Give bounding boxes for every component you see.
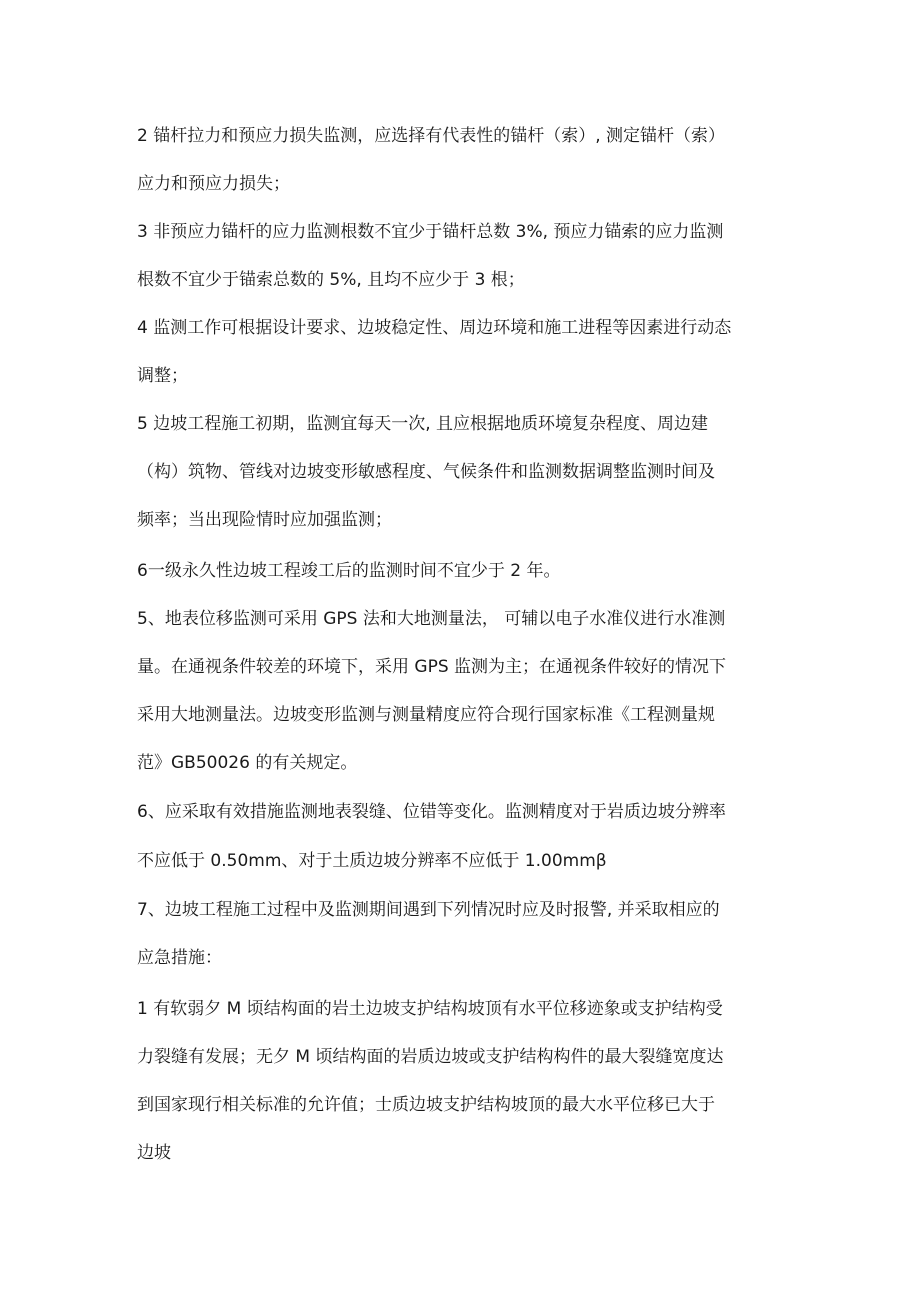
- text-line-10: 6一级永久性边坡工程竣工后的监测时间不宜少于 2 年。: [137, 561, 561, 581]
- text-line-13: 采用大地测量法。边坡变形监测与测量精度应符合现行国家标准《工程测量规: [137, 705, 715, 725]
- text-line-15: 6、应采取有效措施监测地表裂缝、位错等变化。监测精度对于岩质边坡分辨率: [137, 802, 726, 822]
- text-line-16: 不应低于 0.50mm、对于土质边坡分辨率不应低于 1.00mmβ: [137, 851, 607, 871]
- text-line-17: 7、边坡工程施工过程中及监测期间遇到下列情况时应及时报警, 并采取相应的: [137, 900, 720, 920]
- text-line-11: 5、地表位移监测可采用 GPS 法和大地测量法， 可辅以电子水准仪进行水准测: [137, 609, 726, 629]
- text-line-4: 根数不宜少于锚索总数的 5%, 且均不应少于 3 根；: [137, 270, 525, 290]
- text-line-14: 范》GB50026 的有关规定。: [137, 753, 358, 773]
- text-line-18: 应急措施：: [137, 948, 222, 968]
- text-line-1: 2 锚杆拉力和预应力损失监测，应选择有代表性的锚杆（索）, 测定锚杆（索）: [137, 126, 726, 146]
- text-line-19: 1 有软弱夕 M 顷结构面的岩土边坡支护结构坡顶有水平位移迹象或支护结构受: [137, 999, 723, 1019]
- text-line-5: 4 监测工作可根据设计要求、边坡稳定性、周边环境和施工进程等因素进行动态: [137, 318, 732, 338]
- text-line-2: 应力和预应力损失；: [137, 174, 290, 194]
- text-line-3: 3 非预应力锚杆的应力监测根数不宜少于锚杆总数 3%, 预应力锚索的应力监测: [137, 222, 724, 242]
- text-line-22: 边坡: [137, 1143, 171, 1163]
- text-line-20: 力裂缝有发展；无夕 M 顷结构面的岩质边坡或支护结构构件的最大裂缝宽度达: [137, 1047, 724, 1067]
- text-line-12: 量。在通视条件较差的环境下，采用 GPS 监测为主；在通视条件较好的情况下: [137, 657, 727, 677]
- text-line-7: 5 边坡工程施工初期，监测宜每天一次, 且应根据地质环境复杂程度、周边建: [137, 414, 709, 434]
- text-line-6: 调整；: [137, 366, 188, 386]
- text-line-21: 到国家现行相关标准的允许值；士质边坡支护结构坡顶的最大水平位移已大于: [137, 1095, 715, 1115]
- text-line-9: 频率；当出现险情时应加强监测；: [137, 510, 392, 530]
- text-line-8: （构）筑物、管线对边坡变形敏感程度、气候条件和监测数据调整监测时间及: [137, 462, 715, 482]
